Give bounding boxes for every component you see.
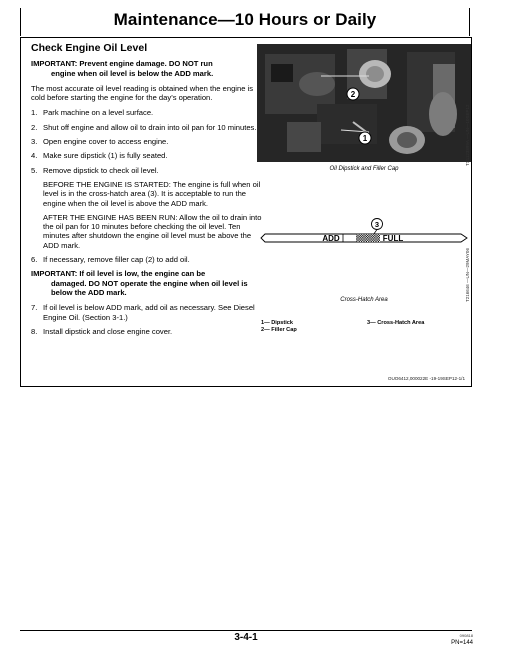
footer-rule [20,630,472,631]
add-label: ADD [322,234,340,243]
important-note-2 [31,269,263,297]
step-text: If necessary, remove filler cap (2) to add oil. [43,255,190,265]
important-note-2-lead: IMPORTANT: If oil level is low, the engine can be [31,269,206,279]
step-text: Shut off engine and allow oil to drain into oil pan for 10 minutes. [43,122,257,132]
step-text: If oil level is below ADD mark, add oil as necessary. See Diesel Engine Oil. (Section 3-1.) [43,303,255,322]
step-6 [31,255,263,264]
page-title: Maintenance—10 Hours or Daily [113,10,377,29]
dipstick-diagram [259,218,471,248]
section-title: Check Engine Oil Level [31,42,148,54]
engine-photo [257,44,471,162]
step-7 [31,303,263,322]
callout-3-label: 3 [374,220,380,229]
intro-paragraph: The most accurate oil level reading is obtained when the engine is cold before starting the engine for the day’s operation. [31,83,254,103]
important-note-1-rest: engine when oil level is below the ADD mark. [51,68,214,78]
instructions-column [31,44,263,341]
step-2 [31,123,263,132]
legend-cross-hatch: 3— Cross-Hatch Area [367,320,425,326]
engine-photo-illustration [257,44,471,162]
cross-hatch-area [356,234,380,242]
footer-code: 090818 [459,633,473,638]
step-1 [31,108,263,117]
step-4 [31,151,263,160]
step-number: 8. [31,326,38,336]
footer-pn: PN=144 [451,640,473,646]
step-3 [31,137,263,146]
cross-hatch-caption: Cross-Hatch Area [340,297,388,303]
step-number: 5. [31,165,38,175]
content-box [20,37,472,387]
important-note-1 [31,59,263,78]
full-label: FULL [382,234,404,243]
step-text: Make sure dipstick (1) is fully seated. [43,151,168,161]
step-text: Install dipstick and close engine cover. [43,326,173,336]
legend-filler-cap: 2— Filler Cap [261,327,297,333]
step-5 [31,166,263,175]
before-start-paragraph: BEFORE THE ENGINE IS STARTED: The engine is full when oil level is in the cross-hatch area (3). It is acceptable to run the engine when the oil level is above the ADD mark. [43,179,261,208]
dipstick-side-code: T216646 —UN—29MAY06 [465,248,470,302]
step-number: 3. [31,137,38,147]
step-number: 7. [31,303,38,313]
important-note-1-lead: IMPORTANT: Prevent engine damage. DO NOT run [31,59,213,69]
callout-1-label: 1 [362,134,368,143]
page-number: 3-4-1 [234,632,258,643]
step-text: Park machine on a level surface. [43,108,154,118]
photo-side-code: TX1123899A —UN—10SEP12 [465,104,470,166]
step-number: 6. [31,255,38,265]
step-number: 1. [31,108,38,118]
photo-caption: Oil Dipstick and Filler Cap [329,166,399,172]
step-number: 4. [31,151,38,161]
step-8 [31,327,263,336]
callout-2-label: 2 [350,90,356,99]
step-number: 2. [31,122,38,132]
document-code: OUO6412,000022E -19-19SEP12-1/1 [387,376,465,381]
step-text: Open engine cover to access engine. [43,137,169,147]
important-note-2-rest: damaged. DO NOT operate the engine when oil level is below the ADD mark. [51,278,248,297]
after-run-paragraph: AFTER THE ENGINE HAS BEEN RUN: Allow the oil to drain into the oil pan for 10 minutes before checking the oil level. Ten minutes after shutdown the engine oil level must be above the ADD mark. [43,212,262,250]
legend-dipstick: 1— Dipstick [261,320,294,326]
step-text: Remove dipstick to check oil level. [43,165,159,175]
